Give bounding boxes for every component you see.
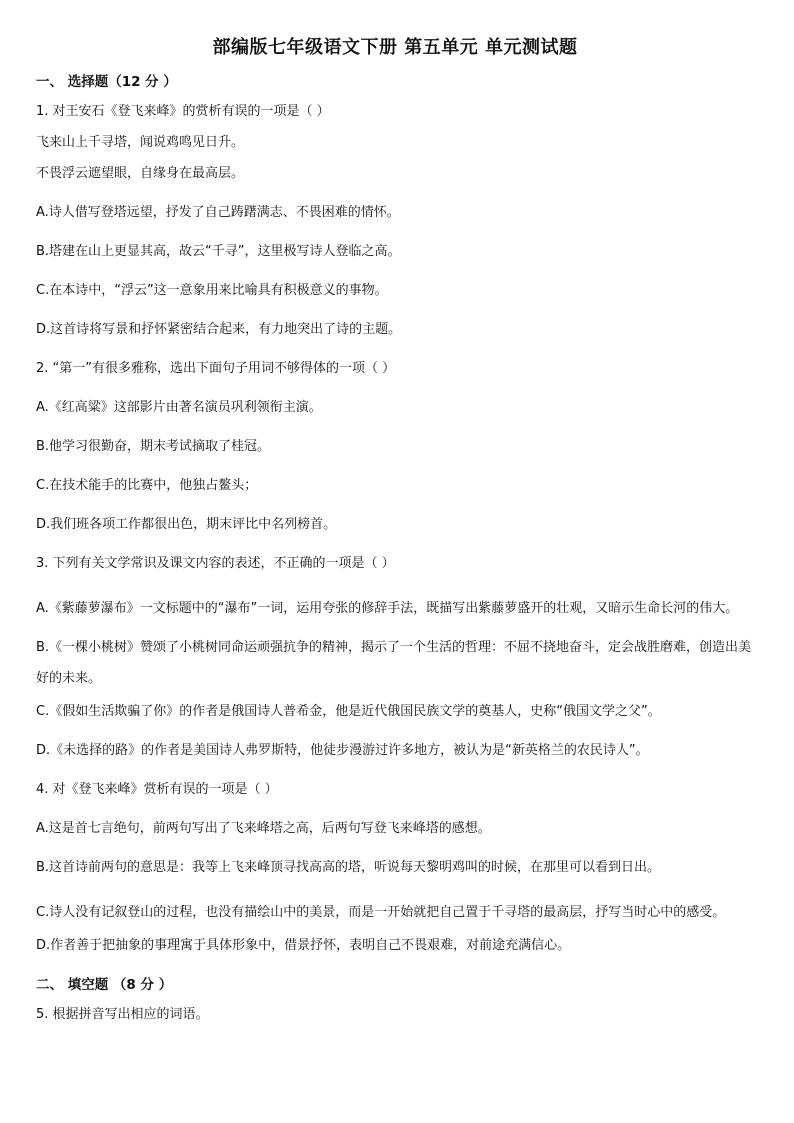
- question-3-stem: 3. 下列有关文学常识及课文内容的表述，不正确的一项是（ ）: [36, 556, 395, 571]
- question-4-option-c: C.诗人没有记叙登山的过程，也没有描绘山中的美景，而是一开始就把自己置于千寻塔的最高层，抒写当时心中的感受。: [36, 905, 726, 920]
- question-2-option-a: A.《红高粱》这部影片由著名演员巩利领衔主演。: [36, 400, 322, 415]
- question-3-option-b: B.《一棵小桃树》赞颂了小桃树同命运顽强抗争的精神，揭示了一个生活的哲理：不屈不挠地奋斗，定会战胜磨难，创造出美好的未来。: [36, 640, 752, 686]
- question-1-option-b: B.塔建在山上更显其高，故云“千寻”，这里极写诗人登临之高。: [36, 244, 401, 259]
- poem-line-2: 不畏浮云遮望眼，自缘身在最高层。: [36, 166, 245, 181]
- question-4-stem: 4. 对《登飞来峰》赏析有误的一项是（ ）: [36, 782, 278, 797]
- question-2-stem: 2. “第一”有很多雅称，选出下面句子用词不够得体的一项（ ）: [36, 361, 396, 376]
- question-1-option-a: A.诗人借写登塔远望，抒发了自己踌躇满志、不畏困难的情怀。: [36, 205, 400, 220]
- question-4-option-d: D.作者善于把抽象的事理寓于具体形象中，借景抒怀，表明自己不畏艰难，对前途充满信心。: [36, 938, 571, 953]
- section-heading-choice: 一、 选择题（12 分 ）: [36, 74, 177, 90]
- question-3-option-d: D.《未选择的路》的作者是美国诗人弗罗斯特，他徒步漫游过许多地方，被认为是“新英格兰的农民诗人”。: [36, 743, 649, 758]
- question-4-option-b: B.这首诗前两句的意思是：我等上飞来峰顶寻找高高的塔，听说每天黎明鸡叫的时候，在那里可以看到日出。: [36, 860, 661, 875]
- question-3-option-c: C.《假如生活欺骗了你》的作者是俄国诗人普希金，他是近代俄国民族文学的奠基人，史称“俄国文学之父”。: [36, 704, 661, 719]
- question-4-option-a: A.这是首七言绝句，前两句写出了飞来峰塔之高，后两句写登飞来峰塔的感想。: [36, 821, 491, 836]
- question-1-stem: 1. 对王安石《登飞来峰》的赏析有误的一项是（ ）: [36, 104, 330, 119]
- question-2-option-b: B.他学习很勤奋，期末考试摘取了桂冠。: [36, 439, 271, 454]
- question-3-option-a: A.《紫藤萝瀑布》一文标题中的“瀑布”一词，运用夸张的修辞手法，既描写出紫藤萝盛开的壮观，又暗示生命长河的伟大。: [36, 601, 739, 616]
- question-5-stem: 5. 根据拼音写出相应的词语。: [36, 1007, 209, 1022]
- question-2-option-d: D.我们班各项工作都很出色，期末评比中名列榜首。: [36, 517, 337, 532]
- poem-line-1: 飞来山上千寻塔，闻说鸡鸣见日升。: [36, 135, 245, 150]
- question-1-option-c: C.在本诗中，“浮云”这一意象用来比喻具有积极意义的事物。: [36, 283, 388, 298]
- question-2-option-c: C.在技术能手的比赛中，他独占鳌头；: [36, 478, 258, 493]
- page-title: 部编版七年级语文下册 第五单元 单元测试题: [212, 37, 578, 58]
- question-1-option-d: D.这首诗将写景和抒怀紧密结合起来，有力地突出了诗的主题。: [36, 322, 402, 337]
- section-heading-fill-blank: 二、 填空题 （8 分 ）: [36, 977, 173, 993]
